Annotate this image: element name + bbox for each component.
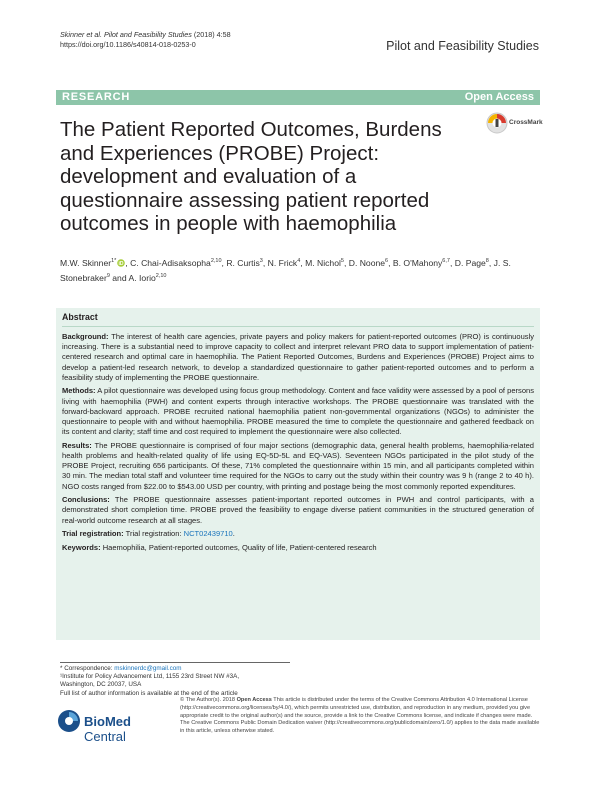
author: J. S. Stonebraker$^9$ — [60, 257, 511, 283]
abstract-box — [56, 308, 540, 640]
author: M. Nichol$^5$ — [305, 257, 344, 268]
abstract-results: Results: The PROBE questionnaire is comprised of four major sections (demographic data, general health problems, haemophilia-related health problems and health-related quality of life using EQ-5D-5L and EQ-VAS). Seventeen NGOs participated in the pilot study of the PROBE Project, recruiting 656 participants. Of these, 71% completed the questionnaire within 15 min, and all participants completed within 30 min. The median total staff and volunteer time required for the NGOs to carry out the study within their country was 9 h (range 2 to 40 h). NGO costs ranged from $22.00 to $543.00 USD per country, with printing and postage being the most commonly reported expenditures. — [62, 440, 534, 491]
abstract-conclusions: Conclusions: The PROBE questionnaire assesses patient-important reported outcomes in PWH and control participants, with a demonstrated short completion time. PROBE proved the feasibility to engage diverse patient communities in the structured generation of real-world outcome research at all stages. — [62, 495, 534, 525]
abstract-methods: Methods: A pilot questionnaire was developed using focus group methodology. Content and face validity were assessed by a pool of persons living with haemophilia (PWH) and content experts through interactive workshops. The PROBE questionnaire was translated with the forward-backward approach. PROBE recruited national haemophilia patient non-governmental organizations (NGOs) to administer the questionnaire to people with and without haemophilia. PROBE measured the time to complete the questionnaire and gathered feedback on its content and clarity; staff time and cost required to implement the questionnaire were also collected. — [62, 386, 534, 437]
abstract-keywords: Keywords: Haemophilia, Patient-reported outcomes, Quality of life, Patient-centered research — [62, 542, 377, 552]
footnotes — [60, 662, 290, 698]
article-title: The Patient Reported Outcomes, Burdens and Experiences (PROBE) Project: development and evaluation of a questionnaire assessing patient reported outcomes in people with haemophilia — [60, 118, 442, 235]
abstract-background: Background: The interest of health care agencies, private payers and policy makers for patient-reported outcomes (PRO) is continuously increasing. There is a substantial need to improve capacity to collect and interpret relevant PRO data to support implementation of patient-centered research and optimal care in haemophilia. The Patient Reported Outcomes, Burdens and Experiences (PROBE) Project aims to develop a patient-led research network, to develop a standardized questionnaire to gather patient-reported outcomes and to perform a feasibility study of implementing the PROBE questionnaire. — [62, 332, 534, 382]
abstract-divider — [62, 326, 534, 327]
orcid-icon[interactable] — [117, 259, 125, 267]
author: B. O'Mahony$^{6,7}$ — [392, 257, 450, 268]
affiliation-line: ¹Institute for Policy Advancement Ltd, 1155 23rd Street NW #3A, — [60, 672, 240, 680]
research-label: RESEARCH — [62, 91, 131, 103]
author-list: M.W. Skinner$^{1*}$ iD , C. Chai-Adisaksopha$^{2,10}$, R. Curtis$^3$, N. Frick$^4$, M. Nichol$^5$, D. Noone$^6$, B. O'Mahony$^{6,7}$, D. Page$^8$, J. S. Stonebraker$^9$ and A. Iorio$^{2,10}$ — [60, 257, 511, 283]
author: M.W. Skinner$^{1*}$ iD — [60, 257, 124, 268]
open-access-label: Open Access — [464, 91, 534, 103]
author: D. Noone$^6$ — [348, 257, 389, 268]
svg-text:iD: iD — [118, 260, 124, 267]
license-text: © The Author(s). 2018 Open Access This article is distributed under the terms of the Creative Commons Attribution 4.0 International License (http://creativecommons.org/licenses/by/4.0/), which permits unrestricted use, distribution, and reproduction in any medium, provided you give appropriate credit to the original author(s) and the source, provide a link to the Creative Commons license, and indicate if changes were made. The Creative Commons Public Domain Dedication waiver (http://creativecommons.org/publicdomain/zero/1.0/) applies to the data made available in this article, unless otherwise stated. — [180, 697, 540, 735]
section-band — [56, 90, 540, 105]
author: A. Iorio$^{2,10}$ — [128, 272, 167, 283]
author-info-note: Full list of author information is available at the end of the article — [60, 689, 238, 697]
abstract-heading: Abstract — [62, 312, 98, 322]
footnote-rule — [60, 662, 290, 663]
correspondence: * Correspondence: mskinnerdc@gmail.com — [60, 664, 182, 672]
citation-journal: Skinner et al. Pilot and Feasibility Studies — [60, 30, 192, 39]
journal-name: Pilot and Feasibility Studies — [386, 39, 539, 53]
citation-year: (2018) 4:58 — [191, 30, 231, 39]
author: D. Page$^8$ — [454, 257, 489, 268]
publisher-regular: Central — [84, 729, 126, 744]
author: C. Chai-Adisaksopha$^{2,10}$ — [130, 257, 222, 268]
abstract-body — [62, 332, 534, 556]
doi-link[interactable]: https://doi.org/10.1186/s40814-018-0253-0 — [60, 40, 196, 49]
bmc-logo-icon — [56, 708, 82, 734]
publisher-bold: BioMed — [84, 714, 131, 729]
author: N. Frick$^4$ — [267, 257, 301, 268]
citation-line — [60, 30, 231, 50]
author: R. Curtis$^3$ — [226, 257, 263, 268]
affiliation-line: Washington, DC 20037, USA — [60, 681, 142, 689]
email-link[interactable]: mskinnerdc@gmail.com — [114, 664, 182, 672]
biomed-central-logo — [56, 708, 176, 744]
crossmark-button[interactable] — [486, 112, 544, 134]
crossmark-icon — [486, 112, 508, 134]
abstract-trial-registration: Trial registration: Trial registration: NCT02439710. — [62, 529, 235, 539]
crossmark-label: CrossMark — [509, 119, 543, 126]
trial-link[interactable]: NCT02439710 — [183, 529, 233, 539]
